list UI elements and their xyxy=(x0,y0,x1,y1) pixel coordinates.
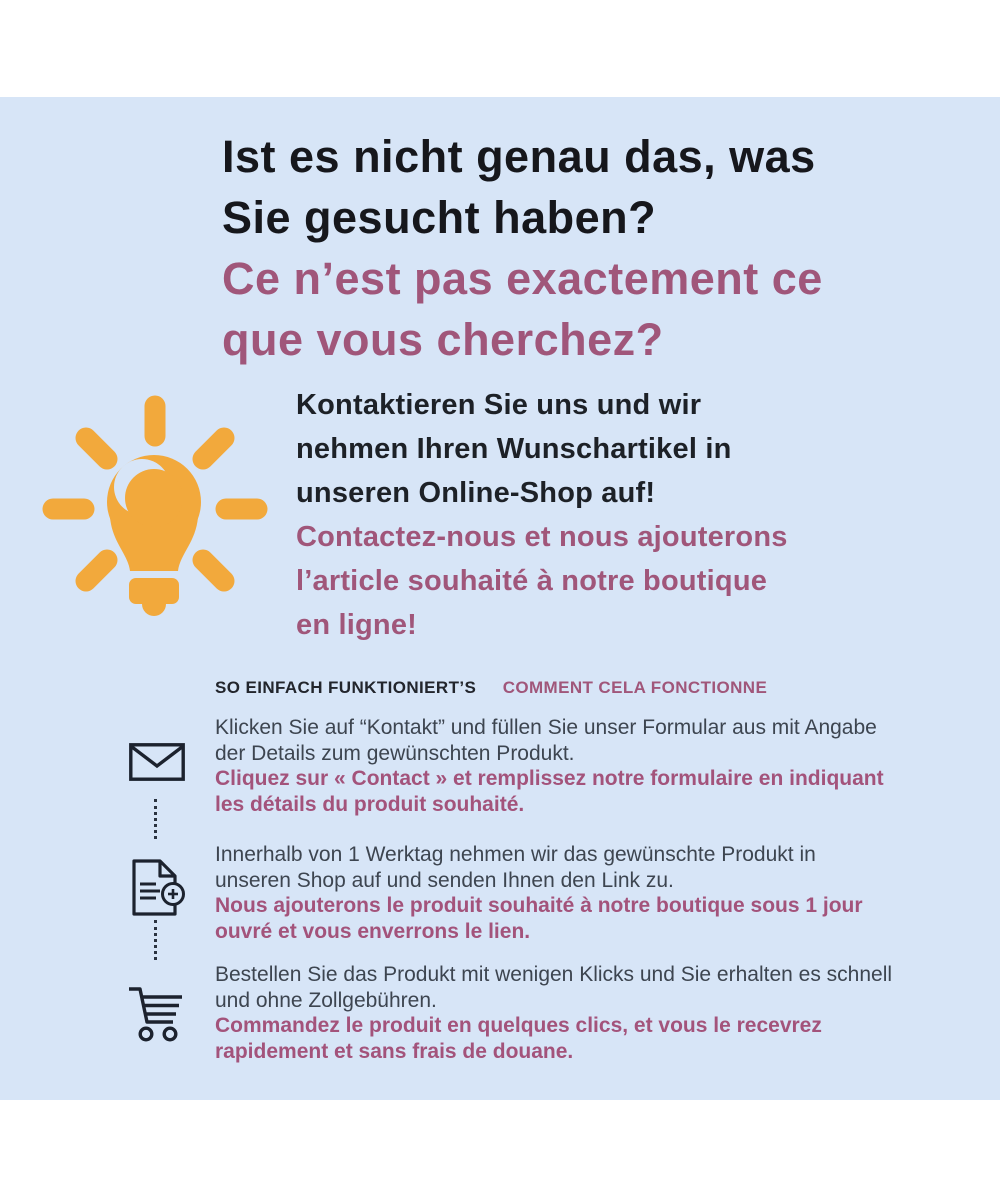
step-2-german-line-2: unseren Shop auf und senden Ihnen den Link zu. xyxy=(215,868,674,892)
dotted-connector-2 xyxy=(154,920,157,960)
step-1-text xyxy=(215,715,955,817)
headline xyxy=(222,126,942,370)
promo-french-line-2: l’article souhaité à notre boutique xyxy=(296,565,768,597)
promo-german-line-3: unseren Online-Shop auf! xyxy=(296,477,656,509)
step-2-german-line-1: Innerhalb von 1 Werktag nehmen wir das gewünschte Produkt in xyxy=(215,843,816,866)
lightbulb-icon xyxy=(40,392,270,622)
how-it-works-title-french: COMMENT CELA FONCTIONNE xyxy=(502,678,768,697)
envelope-icon xyxy=(129,743,185,786)
step-3-german-line-1: Bestellen Sie das Produkt mit wenigen Klicks und Sie erhalten es schnell xyxy=(215,963,893,986)
dotted-connector-1 xyxy=(154,799,157,839)
headline-french-line-2: que vous cherchez? xyxy=(222,314,664,365)
document-add-icon xyxy=(127,859,189,922)
step-3-french-line-1: Commandez le produit en quelques clics, et vous le recevrez xyxy=(215,1014,822,1037)
how-it-works-title-german: SO EINFACH FUNKTIONIERT’S xyxy=(215,678,477,697)
headline-german-line-1: Ist es nicht genau das, was xyxy=(222,131,816,182)
headline-french-line-1: Ce n’est pas exactement ce xyxy=(222,253,823,304)
step-2-french-line-2: ouvré et vous enverrons le lien. xyxy=(215,919,531,943)
step-2-text xyxy=(215,842,955,944)
promo-text xyxy=(296,383,916,647)
promo-german-line-2: nehmen Ihren Wunschartikel in xyxy=(296,433,732,465)
step-2-french-line-1: Nous ajouterons le produit souhaité à notre boutique sous 1 jour xyxy=(215,894,863,917)
how-it-works-title xyxy=(215,678,767,698)
promo-french-line-1: Contactez-nous et nous ajouterons xyxy=(296,521,788,553)
step-1-french-line-1: Cliquez sur « Contact » et remplissez notre formulaire en indiquant xyxy=(215,767,884,790)
shopping-cart-icon xyxy=(126,984,186,1047)
promo-german-line-1: Kontaktieren Sie uns und wir xyxy=(296,389,702,421)
headline-german-line-2: Sie gesucht haben? xyxy=(222,192,657,243)
step-3-german-line-2: und ohne Zollgebühren. xyxy=(215,988,437,1012)
step-1-german-line-2: der Details zum gewünschten Produkt. xyxy=(215,741,575,765)
step-1-german-line-1: Klicken Sie auf “Kontakt” und füllen Sie unser Formular aus mit Angabe xyxy=(215,716,877,739)
promo-french-line-3: en ligne! xyxy=(296,609,418,641)
step-3-french-line-2: rapidement et sans frais de douane. xyxy=(215,1039,574,1063)
step-1-french-line-2: les détails du produit souhaité. xyxy=(215,792,525,816)
step-3-text xyxy=(215,962,955,1064)
